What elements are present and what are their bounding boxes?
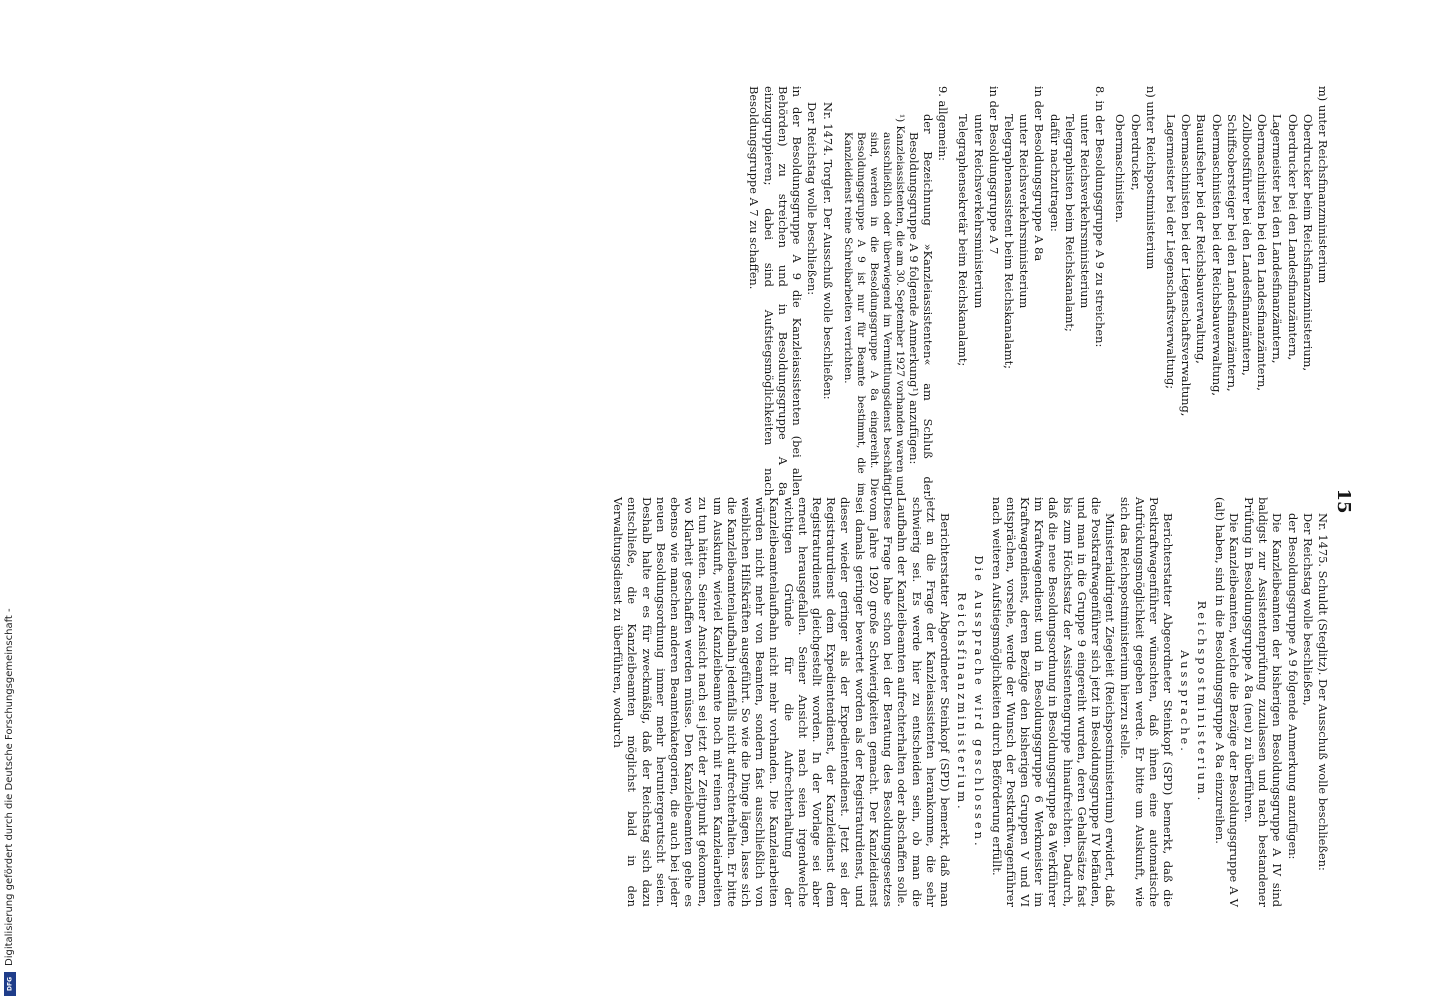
text-paragraph: Nr. 1474. Torgler. Der Ausschuß wolle beschließen: (820, 102, 835, 400)
text-paragraph: Telegraphenassistent beim Reichskanalamt; (1001, 114, 1016, 369)
text-paragraph: Der Reichstag wolle beschließen, (1300, 513, 1315, 706)
text-paragraph: unter Reichsverkehrsministerium (971, 114, 986, 309)
text-paragraph: Ministerialdirigent Ziegeleit (Reichspostministerium) erwidert, daß die Postkraftwagenführer sich jetzt in Besoldungsgruppe IV befänden, und man in die Gruppe 9 eingereiht wurden, deren Gehaltssätze fast bis zum Höchstsatz der Assistentengruppe hinaufreichten. Dadurch, daß die neue Besoldungsordnung in Besoldungsgruppe 8a Werkführer im Kraftwagendienst und in Besoldungsgruppe 6 Werkmeister im Kraftwagendienst, deren Bezüge den bisherigen Gruppen V und VI entsprächen, vorsehe, werde der Wunsch der Postkraftwagenführer nach weiteren Aufstiegsmöglichkeiten durch Beförderung erfüllt. (989, 497, 1118, 907)
text-paragraph: Obermaschinisten bei den Landesfinanzämtern, (1255, 114, 1270, 391)
text-paragraph: Telegraphensekretär beim Reichskanalamt; (956, 114, 971, 367)
text-paragraph: Bauaufseher bei der Reichsbauverwaltung, (1194, 114, 1209, 364)
text-paragraph: Zollbootsführer bei den Landesfinanzämtern, (1239, 114, 1254, 376)
text-paragraph: in der Besoldungsgruppe A 8a (1032, 86, 1047, 262)
text-paragraph: unter Reichsverkehrsministerium (1017, 114, 1032, 309)
text-paragraph: Obermaschinisten bei der Liegenschaftsverwaltung, (1179, 114, 1194, 417)
text-paragraph: Die Kanzleibeamten, welche die Bezüge der Besoldungsgruppe A V (alt) haben, sind in die Besoldungsgruppe A 8a einzureihen. (1212, 497, 1241, 907)
text-paragraph: in der Besoldungsgruppe A 7 (986, 86, 1001, 255)
text-paragraph: dafür nachzutragen: (1047, 114, 1062, 232)
text-paragraph: Oberdrucker beim Reichsfinanzministerium, (1300, 114, 1315, 372)
text-paragraph: Nr. 1475. Schuldt (Steglitz). Der Ausschuß wolle beschließen: (1316, 513, 1330, 871)
text-paragraph: ¹) Kanzleiassistenten, die am 30. September 1927 vorhanden waren und ausschließlich oder überwiegend im Vermittlungsdienst beschäftigt sind, werden in die Besoldungsgruppe A 8a eingereiht. Die Besoldungsgruppe A 9 ist nur für Beamte bestimmt, die im Kanzleidienst reine Schreibarbeiten verrichten. (841, 114, 906, 496)
text-paragraph: Lagermeister bei der Liegenschaftsverwaltung; (1163, 114, 1178, 390)
funding-credit: Digitalisierung gefördert durch die Deutsche Forschungsgemeinschaft - (4, 608, 15, 966)
text-paragraph: n) unter Reichspostministerium (1143, 86, 1158, 270)
text-paragraph: unter Reichsverkehrsministerium (1077, 114, 1092, 309)
text-paragraph: Oberdrucker bei den Landesfinanzämtern, (1285, 114, 1300, 361)
section-heading: Reichspostministerium. (1195, 600, 1210, 804)
text-paragraph: Berichterstatter Abgeordneter Steinkopf (SPD) bemerkt, daß die Postkraftwagenführer wünschten, daß ihnen eine automatische Aufrückungsmöglichkeit gegeben werde. Er bitte um Auskunft, wie sich das Reichspostministerium hierzu stelle. (1118, 497, 1175, 907)
text-paragraph: der Besoldungsgruppe A 9 folgende Anmerkung anzufügen: (1285, 513, 1300, 860)
section-heading: Reichsfinanzministerium. (955, 592, 970, 812)
text-paragraph: m) unter Reichsfinanzministerium (1316, 86, 1330, 284)
text-paragraph: Die Kanzleibeamten der bisherigen Besoldungsgruppe A IV sind baldigst zur Assistentenprüfung zuzulassen und nach bestandener Prüfung in Besoldungsgruppe A 8a (neu) zu überführen. (1241, 497, 1285, 907)
section-heading: Die Aussprache wird geschlossen. (972, 555, 987, 849)
text-paragraph: Der Reichstag wolle beschließen: (805, 102, 820, 296)
text-paragraph: Schiffsobersteiger bei den Landesfinanzämtern, (1224, 114, 1239, 392)
text-paragraph: in der Besoldungsgruppe A 9 die Kanzleiassistenten (bei allen Behörden) zu streichen und in Besoldungsgruppe A 8a einzugruppieren; dabei sind Aufstiegsmöglichkeiten nach Besoldungsgruppe A 7 zu schaffen. (747, 86, 805, 496)
page-number: 15 (1333, 488, 1354, 514)
text-paragraph: Berichterstatter Abgeordneter Steinkopf (SPD) bemerkt, daß man jetzt an die Frage der Kanzleiassistenten herankomme, die sehr schwierig sei. Es werde hier zu entscheiden sein, ob man die Laufbahn der Kanzleibeamten aufrechterhalten oder abschaffen solle. Diese Frage habe schon bei der Beratung des Besoldungsgesetzes vom Jahre 1920 große Schwierigkeiten gemacht. Der Kanzleidienst sei damals geringer bewertet worden als der Registraturdienst, und dieser wieder geringer als der Expedientendienst. Jetzt sei der Registraturdienst dem Expedientendienst, der Kanzleidienst dem Registraturdienst gleichgestellt worden. In der Vorlage sei aber erneut herausgefallen. Seiner Ansicht nach seien irgendwelche wichtigen Gründe für die Aufrechterhaltung der Kanzleibeamtenlaufbahn nicht mehr vorhanden. Die Kanzleiarbeiten würden nicht mehr von Beamten, sondern fast ausschließlich von weiblichen Hilfskräften ausgeführt. So wie die Dinge lägen, lasse sich die Kanzleibeamtenlaufbahn jedenfalls nicht aufrechterhalten. Er bitte um Auskunft, wieviel Kanzleibeamte noch mit reinen Kanzleiarbeiten zu tun hätten. Seiner Ansicht nach sei jetzt der Zeitpunkt gekommen, wo Klarheit geschaffen werden müsse. Den Kanzleibeamten gehe es ebenso wie manchen anderen Beamtenkategorien, die auch bei jeder neuen Besoldungsordnung immer mehr heruntergerutscht seien. Deshalb halte er es für zweckmäßig, daß der Reichstag sich dazu entschließe, die Kanzleibeamten möglichst bald in den Verwaltungsdienst zu überführen, wodurch (611, 497, 952, 907)
text-paragraph: 9. allgemein: (936, 86, 951, 161)
text-paragraph: Obermaschinisten. (1113, 114, 1128, 223)
section-heading: Aussprache. (1178, 650, 1193, 754)
left-column (746, 86, 1330, 496)
text-paragraph: Oberdrucker, (1128, 114, 1143, 191)
digitization-footer (4, 6, 16, 994)
right-column (610, 497, 1330, 907)
text-paragraph: 8. in der Besoldungsgruppe A 9 zu streichen: (1093, 86, 1108, 348)
text-paragraph: der Bezeichnung »Kanzleiassistenten« am Schluß der Besoldungsgruppe A 9 folgende Anmerkung¹) anzufügen: (906, 114, 935, 496)
text-paragraph: Obermaschinisten bei der Reichsbauverwaltung, (1209, 114, 1224, 397)
text-paragraph: Lagermeister bei den Landesfinanzämtern, (1270, 114, 1285, 364)
text-paragraph: Telegraphisten beim Reichskanalamt; (1062, 114, 1077, 332)
dfg-logo: DFG (4, 972, 16, 996)
